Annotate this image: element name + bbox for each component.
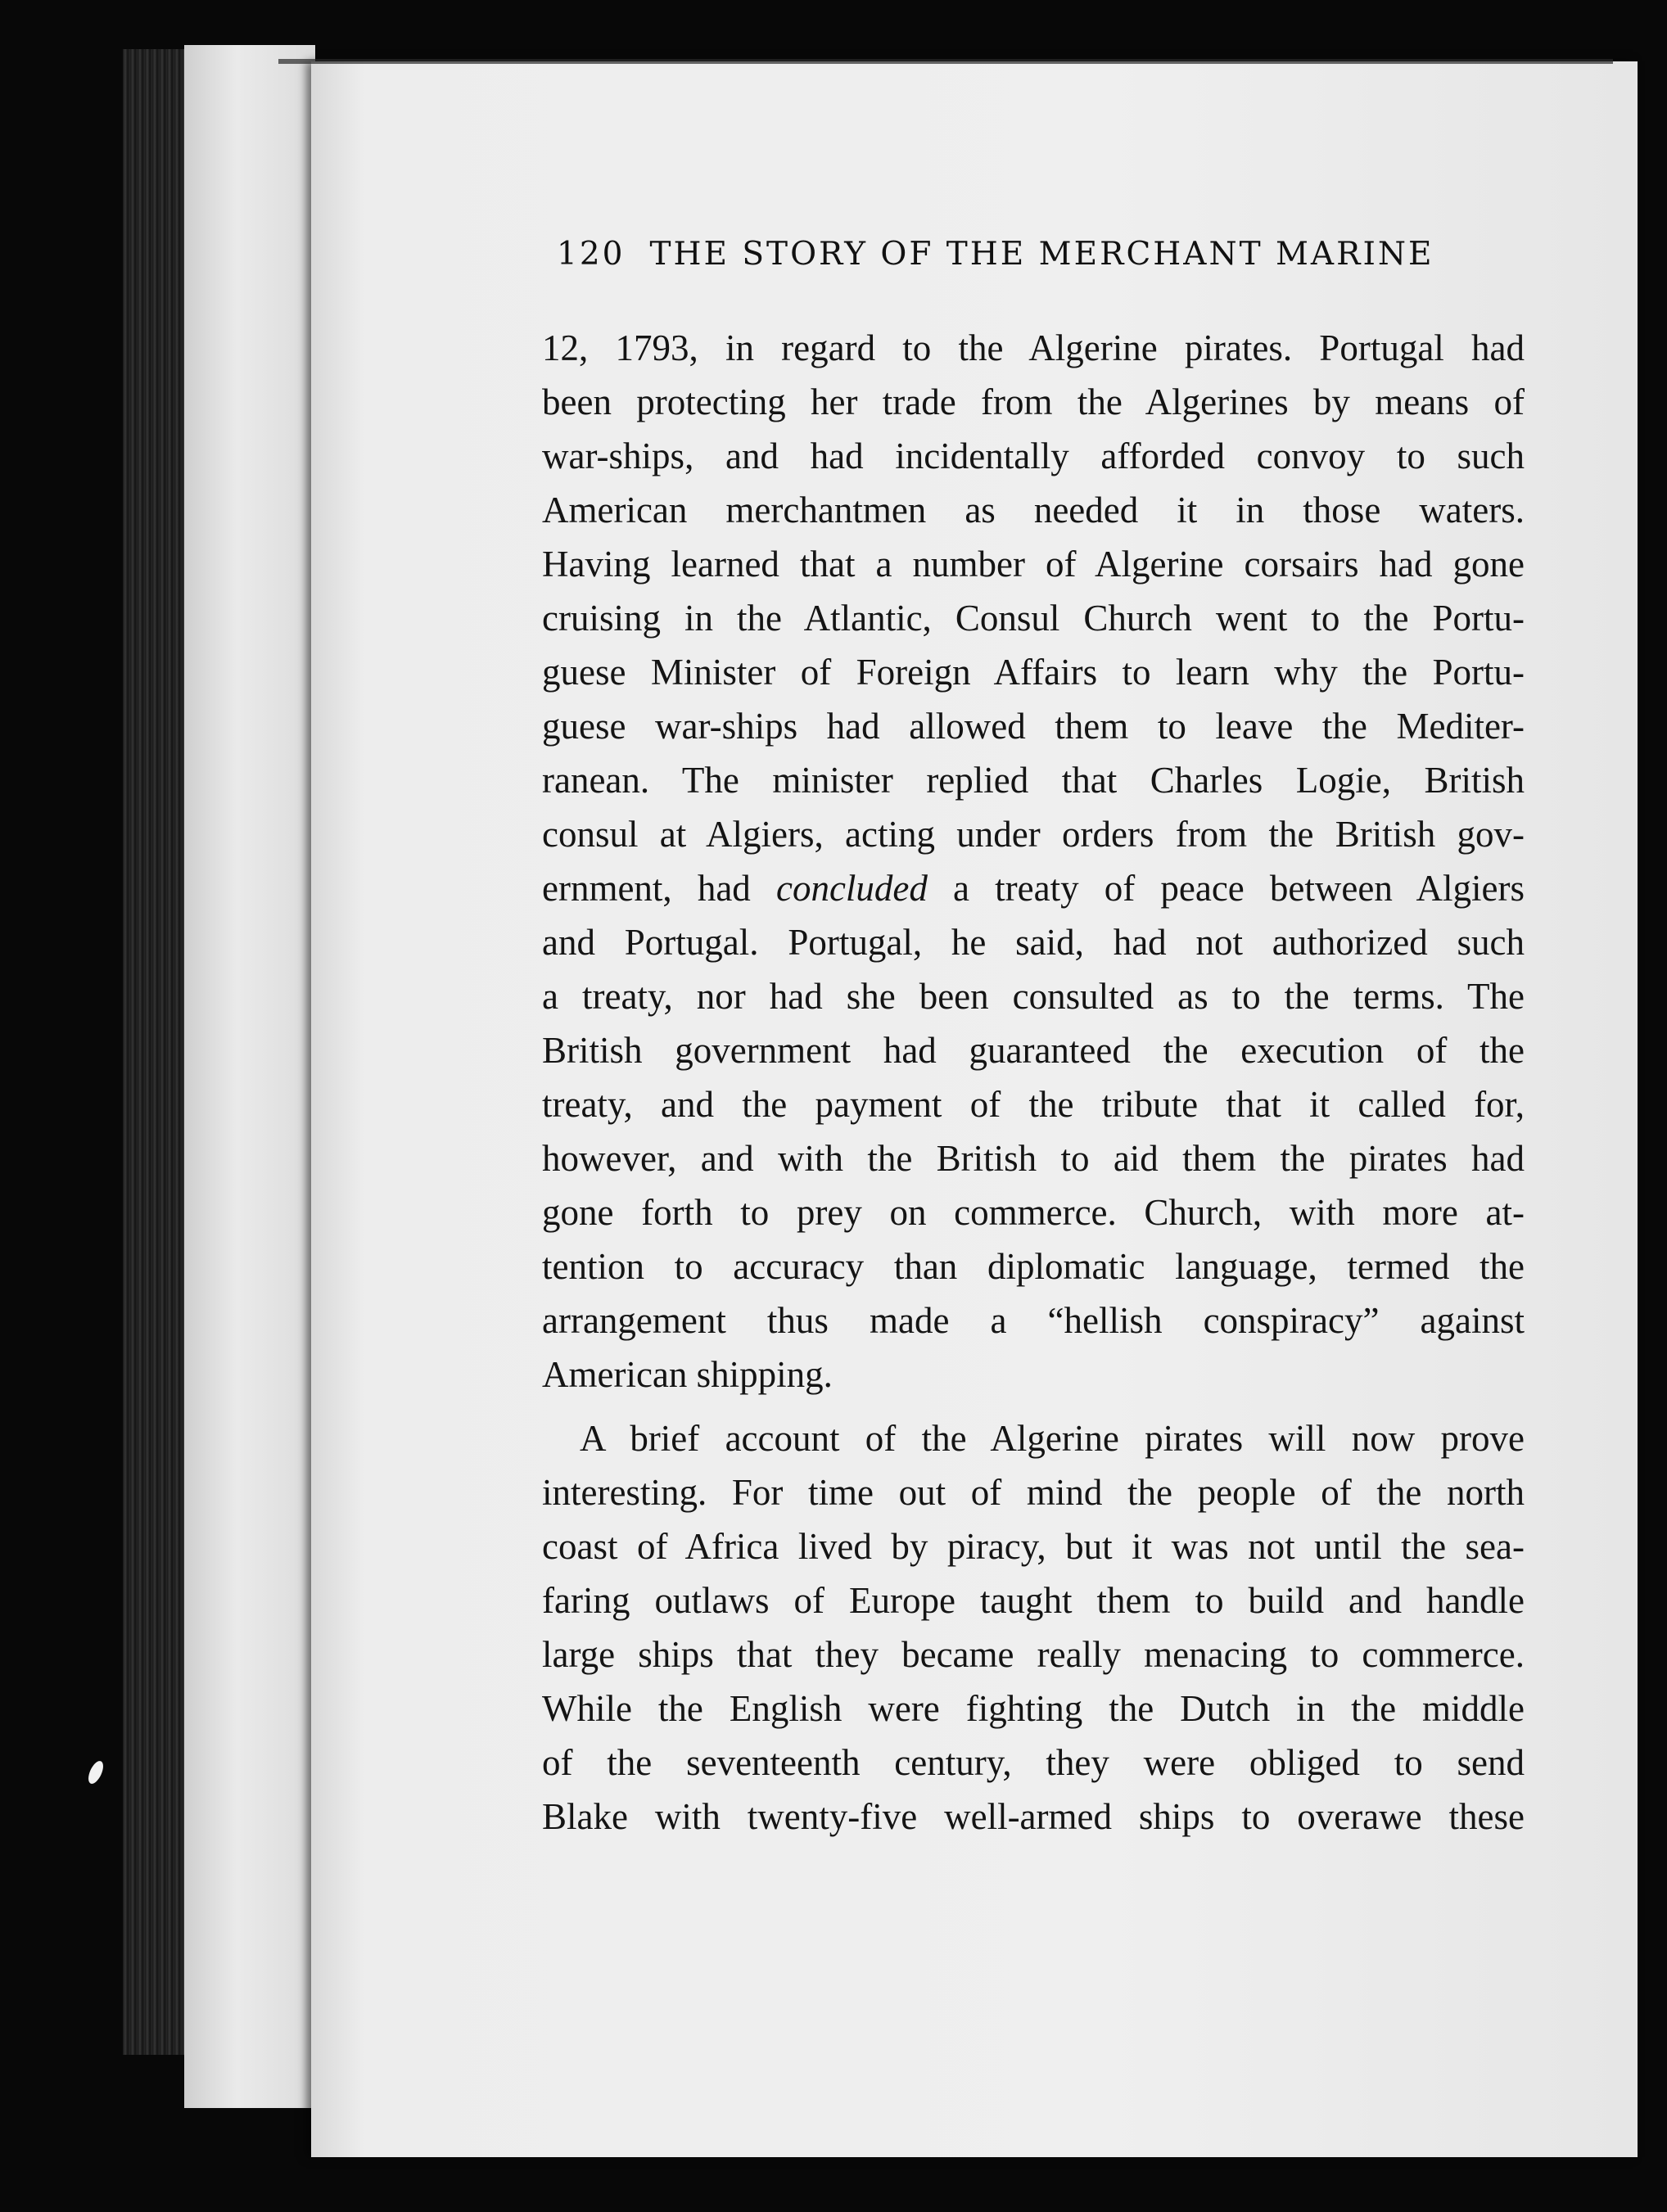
paragraph-gap [542, 1402, 1525, 1411]
text-line: While the English were fighting the Dutch in the middle [542, 1688, 1525, 1729]
text-line: 12, 1793, in regard to the Algerine pirates. Portugal had [542, 327, 1525, 368]
paragraph-2 [542, 1411, 1525, 1844]
text-line: however, and with the British to aid them the pirates had [542, 1138, 1525, 1179]
text-line: a treaty, nor had she been consulted as to the terms. The [542, 976, 1525, 1017]
text-line: ranean. The minister replied that Charles Logie, British [542, 760, 1525, 801]
emphasized-word: concluded [775, 868, 928, 909]
text-line: treaty, and the payment of the tribute that it called for, [542, 1084, 1525, 1125]
paragraph-1 [542, 321, 1525, 1402]
text-line: gone forth to prey on commerce. Church, with more at- [542, 1192, 1525, 1233]
text-line: interesting. For time out of mind the people of the north [542, 1472, 1525, 1513]
text-line: guese war-ships had allowed them to leave the Mediter- [542, 706, 1525, 747]
page-body-text [542, 321, 1525, 1844]
text-line: coast of Africa lived by piracy, but it was not until the sea- [542, 1526, 1525, 1567]
book-fore-edge [123, 49, 188, 2055]
text-line: Blake with twenty-five well-armed ships to overawe these [542, 1796, 1525, 1837]
text-line: consul at Algiers, acting under orders from the British gov- [542, 814, 1525, 855]
text-line: ernment, had concluded a treaty of peace between Algiers [542, 868, 1525, 909]
text-line: faring outlaws of Europe taught them to build and handle [542, 1580, 1525, 1621]
text-line: tention to accuracy than diplomatic language, termed the [542, 1246, 1525, 1287]
text-line: war-ships, and had incidentally afforded convoy to such [542, 436, 1525, 476]
text-line: Having learned that a number of Algerine corsairs had gone [542, 544, 1525, 585]
running-header [557, 236, 1457, 273]
running-title: THE STORY OF THE MERCHANT MARINE [649, 236, 1434, 273]
page-margin-leaf [184, 45, 315, 2108]
text-line: British government had guaranteed the execution of the [542, 1030, 1525, 1071]
text-line: cruising in the Atlantic, Consul Church went to the Portu- [542, 598, 1525, 639]
text-line: American merchantmen as needed it in those waters. [542, 490, 1525, 530]
text-line: guese Minister of Foreign Affairs to learn why the Portu- [542, 652, 1525, 693]
page-top-edge [278, 59, 1613, 64]
text-line: of the seventeenth century, they were obliged to send [542, 1742, 1525, 1783]
paper-fleck [85, 1758, 106, 1785]
text-line: and Portugal. Portugal, he said, had not authorized such [542, 922, 1525, 963]
text-line: American shipping. [542, 1354, 833, 1395]
text-line: arrangement thus made a “hellish conspiracy” against [542, 1300, 1525, 1341]
text-line: A brief account of the Algerine pirates will now prove [580, 1418, 1525, 1459]
text-line: been protecting her trade from the Algerines by means of [542, 381, 1525, 422]
text-line: large ships that they became really menacing to commerce. [542, 1634, 1525, 1675]
page-number: 120 [557, 236, 626, 273]
